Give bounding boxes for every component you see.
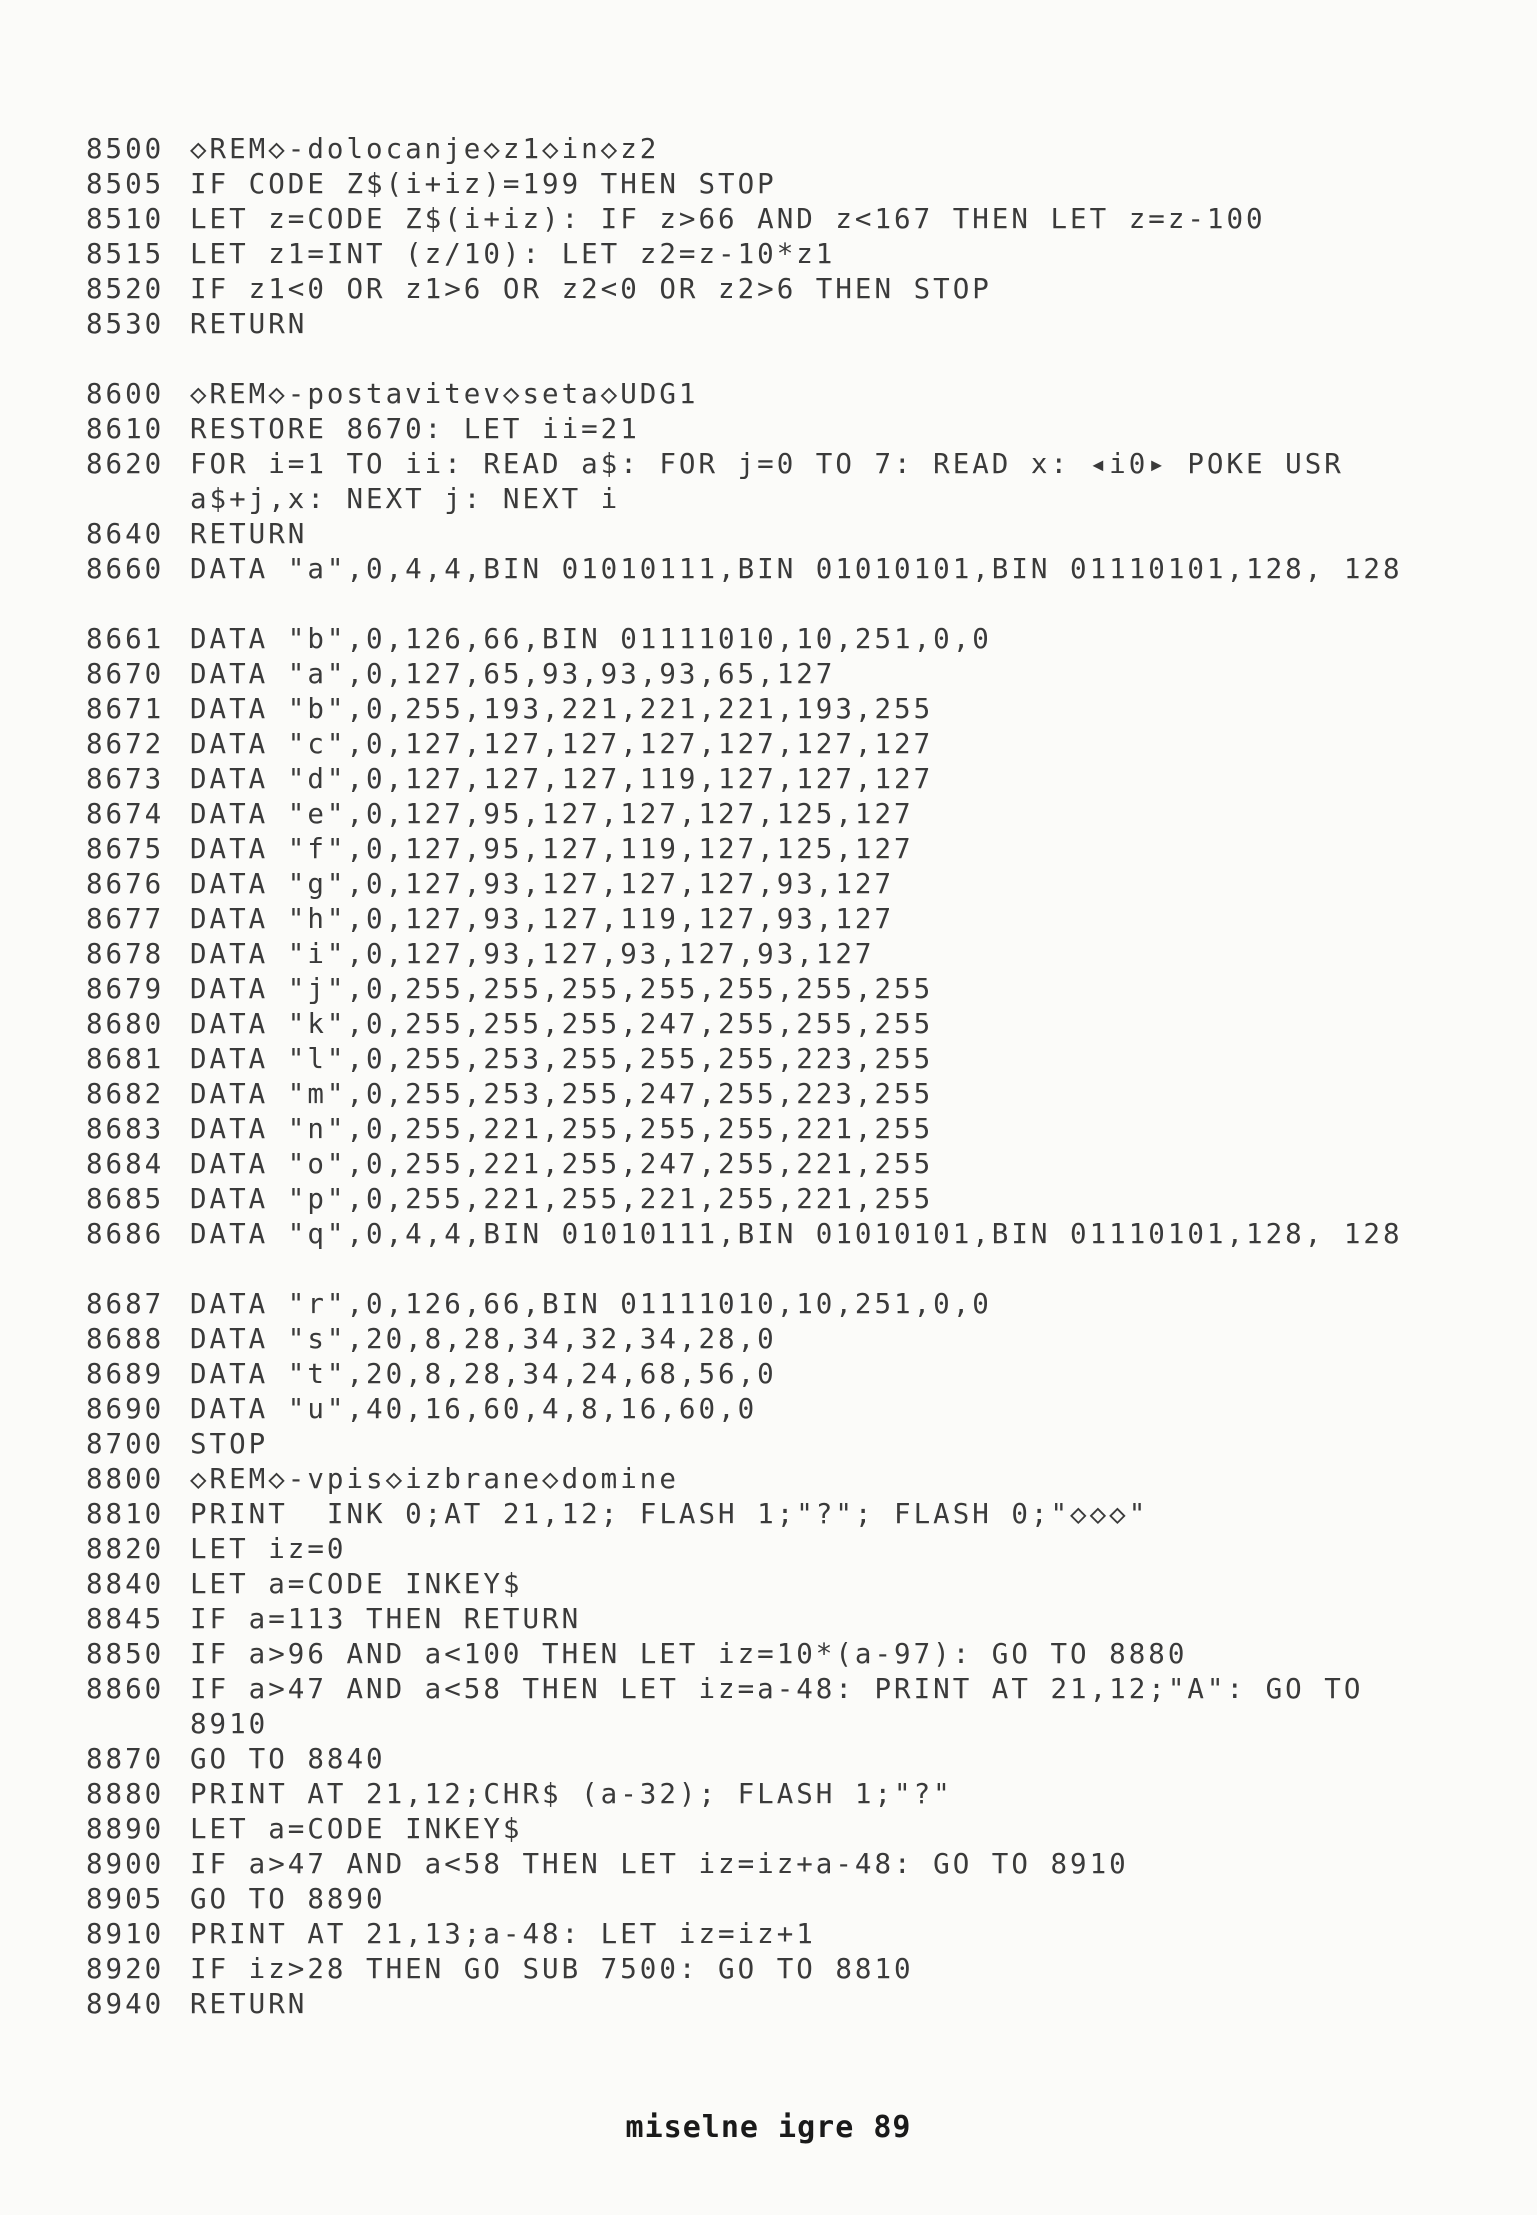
program-line <box>86 412 1466 447</box>
line-code: RETURN <box>190 518 308 550</box>
program-line <box>86 1532 1466 1567</box>
program-line <box>86 972 1466 1007</box>
line-number: 8500 <box>86 133 165 165</box>
program-line <box>86 307 1466 342</box>
program-line <box>86 1497 1466 1532</box>
program-line <box>86 1287 1466 1322</box>
program-line <box>86 727 1466 762</box>
line-code: DATA "q",0,4,4,BIN 01010111,BIN 01010101,BIN 01110101,128, 128 <box>190 1218 1403 1250</box>
line-number: 8685 <box>86 1183 165 1215</box>
line-code: FOR i=1 TO ii: READ a$: FOR j=0 TO 7: READ x: ◂i0▸ POKE USR a$+j,x: NEXT j: NEXT i <box>190 448 1364 515</box>
line-code: DATA "e",0,127,95,127,127,127,125,127 <box>190 798 914 830</box>
line-number: 8674 <box>86 798 165 830</box>
line-code: DATA "p",0,255,221,255,221,255,221,255 <box>190 1183 934 1215</box>
line-code: RESTORE 8670: LET ii=21 <box>190 413 640 445</box>
program-line <box>86 657 1466 692</box>
program-line <box>86 132 1466 167</box>
line-code: RETURN <box>190 1988 308 2020</box>
line-code: RETURN <box>190 308 308 340</box>
program-line <box>86 692 1466 727</box>
page-footer: miselne igre 89 <box>625 2110 912 2145</box>
program-line <box>86 447 1466 517</box>
program-line <box>86 1987 1466 2022</box>
program-line <box>86 1777 1466 1812</box>
line-code: ◇REM◇-dolocanje◇z1◇in◇z2 <box>190 133 660 165</box>
program-line <box>86 1392 1466 1427</box>
line-code: DATA "d",0,127,127,127,119,127,127,127 <box>190 763 934 795</box>
line-code: PRINT AT 21,12;CHR$ (a-32); FLASH 1;"?" <box>190 1778 953 1810</box>
line-number: 8920 <box>86 1953 165 1985</box>
line-code: DATA "t",20,8,28,34,24,68,56,0 <box>190 1358 777 1390</box>
program-line <box>86 237 1466 272</box>
program-line <box>86 1952 1466 1987</box>
line-number: 8640 <box>86 518 165 550</box>
line-number: 8661 <box>86 623 165 655</box>
line-number: 8682 <box>86 1078 165 1110</box>
program-listing <box>86 132 1466 2022</box>
line-code: DATA "j",0,255,255,255,255,255,255,255 <box>190 973 934 1005</box>
line-code: DATA "a",0,127,65,93,93,93,65,127 <box>190 658 836 690</box>
program-line <box>86 1672 1466 1742</box>
line-number: 8676 <box>86 868 165 900</box>
program-line <box>86 1007 1466 1042</box>
line-number: 8660 <box>86 553 165 585</box>
line-code: GO TO 8840 <box>190 1743 386 1775</box>
line-code: LET iz=0 <box>190 1533 347 1565</box>
program-line <box>86 272 1466 307</box>
line-number: 8689 <box>86 1358 165 1390</box>
line-code: LET z=CODE Z$(i+iz): IF z>66 AND z<167 THEN LET z=z-100 <box>190 203 1266 235</box>
line-number: 8810 <box>86 1498 165 1530</box>
line-code: LET z1=INT (z/10): LET z2=z-10*z1 <box>190 238 836 270</box>
line-number: 8679 <box>86 973 165 1005</box>
line-number: 8610 <box>86 413 165 445</box>
program-line <box>86 1567 1466 1602</box>
program-line <box>86 1042 1466 1077</box>
program-line <box>86 552 1466 622</box>
line-code: IF a>47 AND a<58 THEN LET iz=a-48: PRINT AT 21,12;"A": GO TO 8910 <box>190 1673 1383 1740</box>
line-number: 8900 <box>86 1848 165 1880</box>
line-number: 8505 <box>86 168 165 200</box>
line-number: 8683 <box>86 1113 165 1145</box>
line-number: 8940 <box>86 1988 165 2020</box>
line-code: DATA "m",0,255,253,255,247,255,223,255 <box>190 1078 934 1110</box>
line-number: 8860 <box>86 1673 165 1705</box>
program-line <box>86 832 1466 867</box>
line-number: 8672 <box>86 728 165 760</box>
program-line <box>86 517 1466 552</box>
program-line <box>86 1217 1466 1287</box>
line-number: 8681 <box>86 1043 165 1075</box>
program-line <box>86 1357 1466 1392</box>
line-code: ◇REM◇-postavitev◇seta◇UDG1 <box>190 378 699 410</box>
line-number: 8678 <box>86 938 165 970</box>
line-code: LET a=CODE INKEY$ <box>190 1568 523 1600</box>
line-code: DATA "g",0,127,93,127,127,127,93,127 <box>190 868 895 900</box>
program-line <box>86 902 1466 937</box>
line-code: PRINT AT 21,13;a-48: LET iz=iz+1 <box>190 1918 816 1950</box>
line-number: 8910 <box>86 1918 165 1950</box>
program-line <box>86 867 1466 902</box>
line-code: DATA "a",0,4,4,BIN 01010111,BIN 01010101,BIN 01110101,128, 128 <box>190 553 1403 585</box>
line-number: 8670 <box>86 658 165 690</box>
line-code: ◇REM◇-vpis◇izbrane◇domine <box>190 1463 679 1495</box>
line-number: 8870 <box>86 1743 165 1775</box>
line-code: IF z1<0 OR z1>6 OR z2<0 OR z2>6 THEN STOP <box>190 273 992 305</box>
program-line <box>86 1182 1466 1217</box>
program-line <box>86 377 1466 412</box>
line-number: 8820 <box>86 1533 165 1565</box>
line-number: 8675 <box>86 833 165 865</box>
program-line <box>86 1637 1466 1672</box>
line-number: 8686 <box>86 1218 165 1250</box>
line-number: 8700 <box>86 1428 165 1460</box>
line-number: 8690 <box>86 1393 165 1425</box>
line-code: IF CODE Z$(i+iz)=199 THEN STOP <box>190 168 777 200</box>
program-line <box>86 1322 1466 1357</box>
line-number: 8890 <box>86 1813 165 1845</box>
line-number: 8680 <box>86 1008 165 1040</box>
line-code: IF a>96 AND a<100 THEN LET iz=10*(a-97): GO TO 8880 <box>190 1638 1188 1670</box>
program-line <box>86 1812 1466 1847</box>
line-code: GO TO 8890 <box>190 1883 386 1915</box>
program-line <box>86 622 1466 657</box>
program-line <box>86 1882 1466 1917</box>
line-code: DATA "u",40,16,60,4,8,16,60,0 <box>190 1393 758 1425</box>
line-number: 8677 <box>86 903 165 935</box>
line-number: 8520 <box>86 273 165 305</box>
line-code: LET a=CODE INKEY$ <box>190 1813 523 1845</box>
line-number: 8880 <box>86 1778 165 1810</box>
program-line <box>86 1917 1466 1952</box>
line-code: DATA "l",0,255,253,255,255,255,223,255 <box>190 1043 934 1075</box>
line-number: 8620 <box>86 448 165 480</box>
program-line <box>86 202 1466 237</box>
line-number: 8600 <box>86 378 165 410</box>
line-code: IF a=113 THEN RETURN <box>190 1603 582 1635</box>
line-code: DATA "h",0,127,93,127,119,127,93,127 <box>190 903 895 935</box>
line-number: 8530 <box>86 308 165 340</box>
line-number: 8671 <box>86 693 165 725</box>
line-code: DATA "b",0,126,66,BIN 01111010,10,251,0,0 <box>190 623 992 655</box>
line-code: DATA "i",0,127,93,127,93,127,93,127 <box>190 938 875 970</box>
line-code: DATA "r",0,126,66,BIN 01111010,10,251,0,0 <box>190 1288 992 1320</box>
line-number: 8688 <box>86 1323 165 1355</box>
line-number: 8673 <box>86 763 165 795</box>
line-code: IF iz>28 THEN GO SUB 7500: GO TO 8810 <box>190 1953 914 1985</box>
line-code: DATA "f",0,127,95,127,119,127,125,127 <box>190 833 914 865</box>
line-code: PRINT INK 0;AT 21,12; FLASH 1;"?"; FLASH 0;"◇◇◇" <box>190 1498 1149 1530</box>
program-line <box>86 1112 1466 1147</box>
line-number: 8800 <box>86 1463 165 1495</box>
line-number: 8687 <box>86 1288 165 1320</box>
line-number: 8845 <box>86 1603 165 1635</box>
program-line <box>86 167 1466 202</box>
program-line <box>86 1742 1466 1777</box>
program-line <box>86 797 1466 832</box>
program-line <box>86 1602 1466 1637</box>
program-line <box>86 1847 1466 1882</box>
line-number: 8515 <box>86 238 165 270</box>
line-code: DATA "k",0,255,255,255,247,255,255,255 <box>190 1008 934 1040</box>
program-line <box>86 937 1466 972</box>
line-number: 8905 <box>86 1883 165 1915</box>
program-line <box>86 1077 1466 1112</box>
line-code: STOP <box>190 1428 269 1460</box>
line-code: IF a>47 AND a<58 THEN LET iz=iz+a-48: GO TO 8910 <box>190 1848 1129 1880</box>
program-line <box>86 1462 1466 1497</box>
line-code: DATA "s",20,8,28,34,32,34,28,0 <box>190 1323 777 1355</box>
line-code: DATA "c",0,127,127,127,127,127,127,127 <box>190 728 934 760</box>
line-number: 8684 <box>86 1148 165 1180</box>
line-number: 8840 <box>86 1568 165 1600</box>
program-line <box>86 1427 1466 1462</box>
program-line <box>86 1147 1466 1182</box>
line-code: DATA "o",0,255,221,255,247,255,221,255 <box>190 1148 934 1180</box>
line-number: 8850 <box>86 1638 165 1670</box>
line-code: DATA "b",0,255,193,221,221,221,193,255 <box>190 693 934 725</box>
line-code: DATA "n",0,255,221,255,255,255,221,255 <box>190 1113 934 1145</box>
line-number: 8510 <box>86 203 165 235</box>
program-line <box>86 762 1466 797</box>
